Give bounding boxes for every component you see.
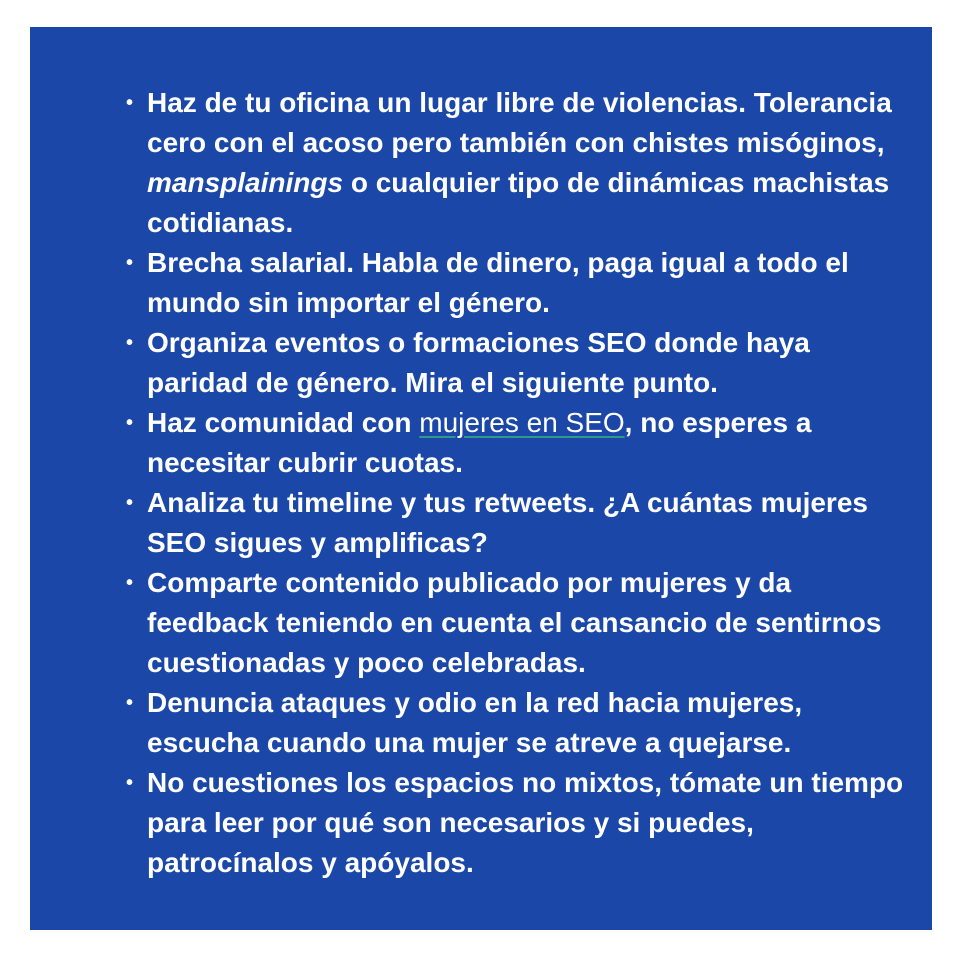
bullet-icon: • [126,92,134,114]
item-text: Comparte contenido publicado por mujeres y da feedback teniendo en cuenta el cansancio de sentirnos cuestionadas y poco celebradas. [147,567,882,678]
item-text: Analiza tu timeline y tus retweets. ¿A cuántas mujeres SEO sigues y amplificas? [147,487,868,558]
list-item [126,683,906,763]
list-item [126,403,906,483]
item-text-start: Haz comunidad con [147,407,420,438]
list-item [126,483,906,563]
bullet-icon: • [126,412,134,434]
list-item [126,323,906,403]
tips-list [126,83,906,883]
bullet-icon: • [126,692,134,714]
mujeres-en-seo-link[interactable]: mujeres en SEO [419,407,625,438]
bullet-icon: • [126,572,134,594]
bullet-icon: • [126,252,134,274]
bullet-icon: • [126,332,134,354]
item-text: Denuncia ataques y odio en la red hacia mujeres, escucha cuando una mujer se atreve a quejarse. [147,687,803,758]
item-text-end: , no esperes a necesitar cubrir cuotas. [147,407,812,478]
item-text: Organiza eventos o formaciones SEO donde haya paridad de género. Mira el siguiente punto. [147,327,810,398]
item-text: Brecha salarial. Habla de dinero, paga igual a todo el mundo sin importar el género. [147,247,849,318]
bullet-icon: • [126,492,134,514]
item-text-end: o cualquier tipo de dinámicas machistas cotidianas. [147,167,890,238]
list-item [126,83,906,243]
list-item [126,563,906,683]
content-panel [30,27,932,930]
item-text: No cuestiones los espacios no mixtos, tómate un tiempo para leer por qué son necesarios y si puedes, patrocínalos y apóyalos. [147,767,904,878]
list-item [126,763,906,883]
emphasized-term: mansplainings [147,167,344,198]
item-text-start: Haz de tu oficina un lugar libre de violencias. Tolerancia cero con el acoso pero también con chistes misóginos, [147,87,892,158]
bullet-icon: • [126,772,134,794]
list-item [126,243,906,323]
